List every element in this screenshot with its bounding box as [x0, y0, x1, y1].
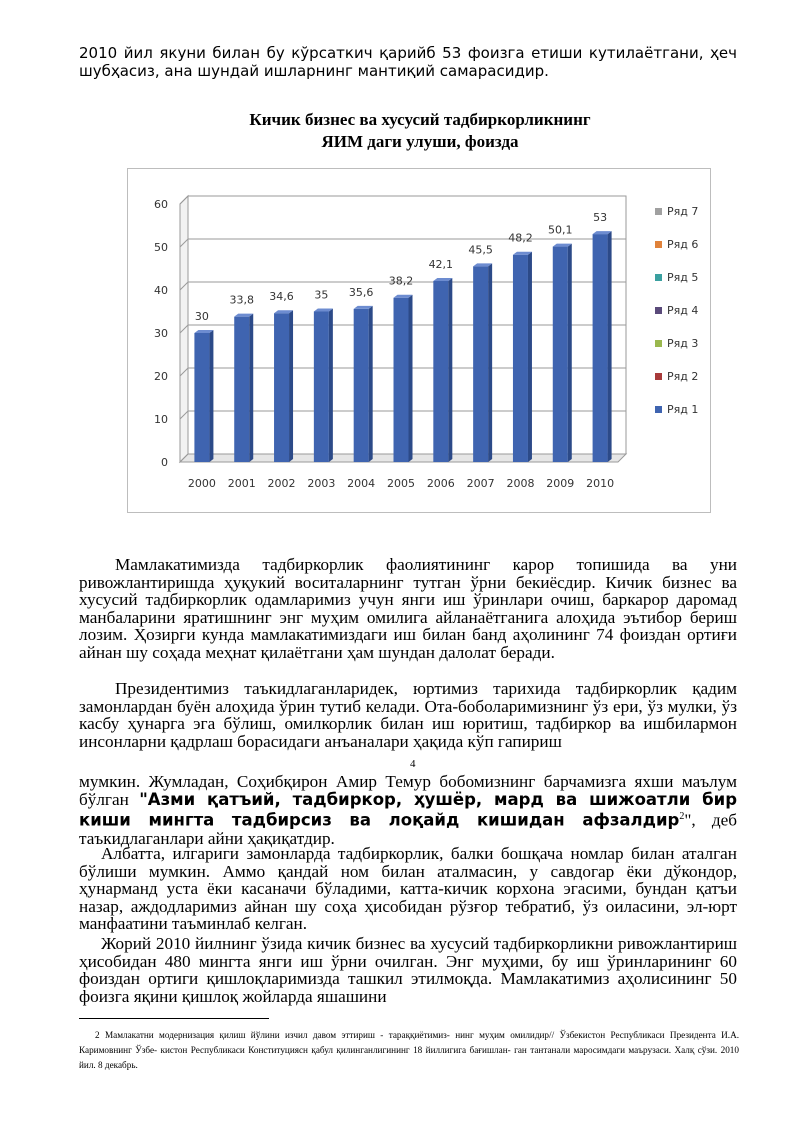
chart-title-line-1: Кичик бизнес ва хусусий тадбиркорликнинг: [249, 110, 591, 129]
bar-side: [329, 309, 333, 463]
data-label: 35: [314, 288, 329, 302]
legend-label: Ряд 5: [667, 271, 699, 284]
x-tick-label: 2010: [586, 477, 615, 490]
x-tick-label: 2009: [546, 477, 575, 490]
bar: [354, 309, 369, 462]
bar: [553, 247, 568, 462]
bar: [314, 312, 329, 463]
legend-swatch: [655, 208, 662, 215]
legend-swatch: [655, 307, 662, 314]
x-tick-label: 2008: [506, 477, 535, 490]
bar-side: [369, 306, 373, 462]
intro-paragraph: 2010 йил якуни билан бу кўрсаткич қарийб 53 фоизга етиши кутилаётгани, ҳеч шубҳасиз, ана шундай ишларнинг мантиқий самарасидир.: [79, 44, 737, 80]
footnote: [79, 1028, 739, 1073]
bar-chart-svg: [128, 169, 710, 512]
bar-side: [568, 244, 572, 462]
footnote-divider: [79, 1018, 269, 1019]
footnote-ref[interactable]: 2: [679, 811, 685, 823]
legend-label: Ряд 2: [667, 370, 699, 383]
bar: [433, 281, 448, 462]
amir-temur-text-end: ", деб таъкидлаганлари айни ҳақиқатдир.: [79, 810, 738, 848]
bar-side: [249, 314, 253, 462]
bar: [194, 333, 209, 462]
footnote-text: 2 Мамлакатни модернизация қилиш йўлини изчил давом эттириш - тараққиётимиз- нинг муҳим омилидир// Ўзбекистон Республикаси Президента И.А. Каримовнинг Ўзбе- кистон Республикаси Конституциясн қабул қилинганлигининг 18 йиллигига бағишлан- ган тантанали маросимдаги маърузаси. Халқ сўзи. 2010 йил. 8 декабрь.: [79, 1030, 739, 1070]
x-tick-label: 2006: [426, 477, 455, 490]
legend-swatch: [655, 274, 662, 281]
bar-side: [448, 278, 452, 462]
legend-label: Ряд 4: [667, 304, 699, 317]
bar-chart: [127, 168, 711, 513]
legend-label: Ряд 1: [667, 403, 699, 416]
x-tick-label: 2000: [187, 477, 216, 490]
bar-side: [409, 295, 413, 462]
data-label: 42,1: [428, 257, 454, 271]
amir-temur-text-start: мумкин. Жумладан, Соҳибқирон Амир Темур бобомизнинг барчамизга яхши маълум бўлган: [79, 772, 737, 809]
legend-swatch: [655, 373, 662, 380]
data-label: 38,2: [388, 274, 414, 288]
y-tick-label: 30: [154, 327, 168, 340]
data-label: 30: [194, 310, 209, 323]
paragraph-2010-jobs: [79, 935, 737, 1005]
paragraph-2010-jobs-text: Жорий 2010 йилнинг ўзида кичик бизнес ва хусусий тадбиркорликни ривожлантириш ҳисобидан 480 мингта янги иш ўрни очилган. Энг муҳими, бу иш ўринларининг 60 фоиздан ортиги қишлоқларимизда ташкил этилмоқда. Мамлакатимиз аҳолисининг 50 фоизга яқини қишлоқ жойларда яшашини: [79, 934, 737, 1006]
page-number: 4: [410, 758, 416, 770]
y-tick-label: 0: [161, 456, 168, 469]
bar: [394, 298, 409, 462]
amir-temur-quote: "Азми қатъий, тадбиркор, ҳушёр, мард ва шижоатли бир киши мингта тадбирсиз ва лоқайд кишидан афзалдир: [79, 789, 737, 830]
y-tick-label: 10: [154, 413, 168, 426]
paragraph-history: [79, 845, 737, 933]
legend-swatch: [655, 241, 662, 248]
chart-title: [150, 109, 690, 153]
x-tick-label: 2003: [307, 477, 336, 490]
legend-label: Ряд 6: [667, 238, 699, 251]
y-tick-label: 40: [154, 284, 168, 297]
bar-side: [608, 231, 612, 462]
data-label: 45,5: [468, 243, 493, 257]
chart-title-line-2: ЯИМ даги улуши, фоизда: [321, 132, 519, 151]
x-tick-label: 2005: [387, 477, 415, 490]
paragraph-president-text: Президентимиз таъкидлаганларидек, юртимиз тарихида тадбиркорлик қадим замонлардан буён алоҳида ўрин тутиб келади. Ота-боболаримизнинг ўз ери, ўз мулки, ўз касбу ҳунарга эга бўлиш, омилкорлик билан иш юритиш, тадбиркор ва ишбилармон инсонларни қадрлаш борасидаги анъаналари ҳақида кўп гапириш: [79, 679, 737, 751]
bar-side: [209, 330, 213, 462]
paragraph-history-text: Албатта, илгариги замонларда тадбиркорлик, балки бошқача номлар билан аталган бўлиши мумкин. Аммо қандай ном билан аталмасин, у савдогар ёки дўкондор, ҳунарманд уста ёки касаначи бўладими, катта-кичик корхона эгасими, бундан қатъи назар, аждодларимиз айнан шу соҳа ҳисобидан рўзғор тебратиб, ўз оиласини, эл-юрт манфаатини таъминлаб келган.: [79, 844, 737, 934]
paragraph-legal-tools-text: Мамлакатимизда тадбиркорлик фаолиятининг карор топишида ва уни ривожлантиришда ҳуқукий воситаларнинг тутган ўрни бекиёсдир. Кичик бизнес ва хусусий тадбиркорлик одамларимиз учун янги иш ўринлари очиш, баркарор даромад манбаларини яратишнинг энг муҳим омилига айланаётганига алоҳида эътибор бериш лозим. Ҳозирги кунда мамлакатимиздаги иш билан банд аҳолининг 74 фоиздан ортиғи айнан шу соҳада меҳнат қилаётгани ҳам шундан далолат беради.: [79, 555, 737, 662]
bar: [234, 317, 249, 462]
legend-label: Ряд 7: [667, 205, 699, 218]
y-tick-label: 50: [154, 241, 168, 254]
data-label: 33,8: [229, 293, 254, 307]
legend-label: Ряд 3: [667, 337, 699, 350]
bar-side: [528, 252, 532, 462]
bar-side: [289, 310, 293, 462]
legend-swatch: [655, 340, 662, 347]
data-label: 50,1: [548, 223, 573, 237]
bar: [274, 313, 289, 462]
data-label: 48,2: [508, 231, 533, 245]
data-label: 53: [593, 211, 608, 225]
bar: [593, 234, 608, 462]
bar-side: [488, 263, 492, 462]
paragraph-legal-tools: [79, 556, 737, 662]
x-tick-label: 2001: [227, 477, 256, 490]
bar: [473, 266, 488, 462]
paragraph-amir-temur: [79, 773, 737, 847]
x-tick-label: 2007: [466, 477, 495, 490]
y-tick-label: 60: [154, 198, 168, 211]
paragraph-president: [79, 680, 737, 750]
x-tick-label: 2004: [347, 477, 376, 490]
data-label: 35,6: [348, 285, 374, 299]
data-label: 34,6: [269, 290, 294, 304]
x-tick-label: 2002: [267, 477, 296, 490]
legend-swatch: [655, 406, 662, 413]
bar: [513, 255, 528, 462]
y-tick-label: 20: [154, 370, 168, 383]
